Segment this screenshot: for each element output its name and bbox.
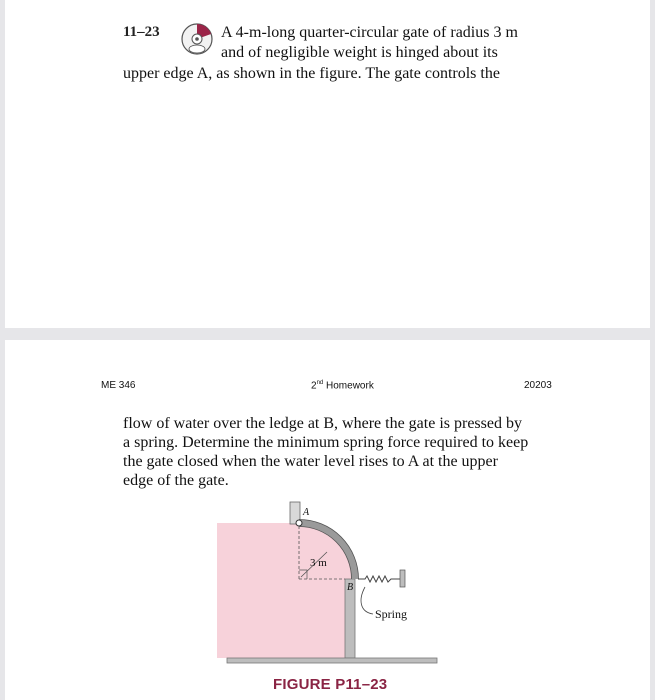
page-2 — [5, 340, 650, 700]
problem-text-line-5: a spring. Determine the minimum spring force required to keep — [123, 434, 529, 451]
header-code: 20203 — [524, 380, 552, 391]
page-1 — [5, 0, 650, 328]
gate-figure — [215, 490, 445, 675]
water-region — [217, 523, 299, 658]
label-a: A — [303, 507, 310, 518]
problem-text-line-4: flow of water over the ledge at B, where the gate is pressed by — [123, 415, 522, 432]
problem-text-line-7: edge of the gate. — [123, 472, 229, 489]
label-b: B — [347, 582, 354, 593]
cd-icon — [180, 22, 214, 56]
label-radius: 3 m — [310, 557, 327, 569]
spring — [358, 576, 400, 582]
label-spring: Spring — [375, 607, 408, 621]
problem-text-line-2: and of negligible weight is hinged about its — [221, 44, 498, 61]
problem-text-line-1: A 4-m-long quarter-circular gate of radius 3 m — [221, 24, 518, 41]
figure-caption: FIGURE P11–23 — [273, 676, 388, 693]
problem-text-line-3: upper edge A, as shown in the figure. The gate controls the — [123, 65, 500, 82]
problem-number: 11–23 — [123, 24, 160, 40]
hinge-pin — [296, 520, 302, 526]
problem-text-line-6: the gate closed when the water level rises to A at the upper — [123, 453, 498, 470]
header-course: ME 346 — [101, 380, 136, 391]
spring-support — [400, 570, 405, 587]
header-assignment: 2nd Homework — [311, 380, 374, 392]
ground — [227, 658, 437, 663]
